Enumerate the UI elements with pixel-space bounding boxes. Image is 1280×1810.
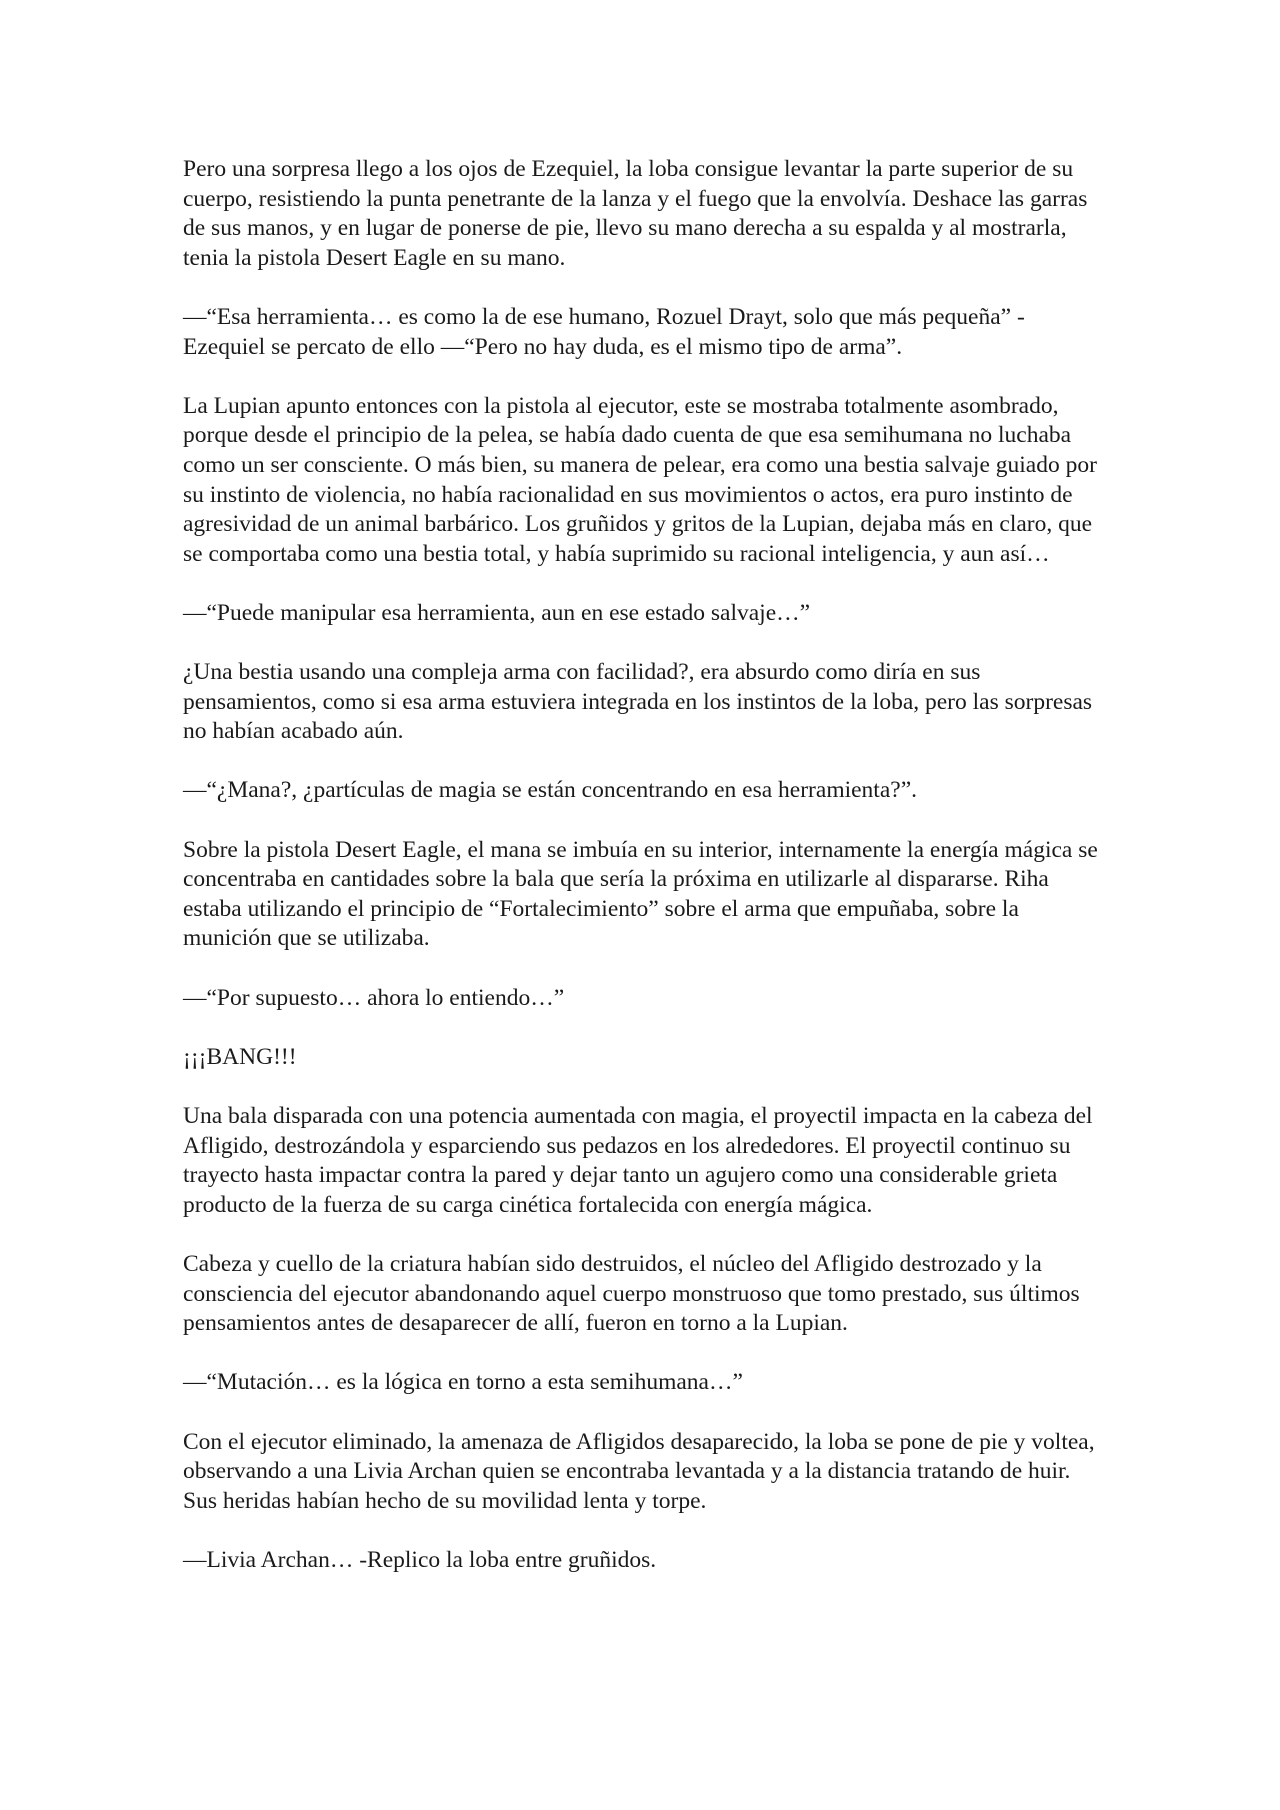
dialogue-paragraph: —“Por supuesto… ahora lo entiendo…” (183, 984, 565, 1011)
dialogue-paragraph: —“Esa herramienta… es como la de ese humano, Rozuel Drayt, solo que más pequeña” -Ezequiel se percato de ello —“Pero no hay duda, es el mismo tipo de arma”. (183, 303, 1025, 360)
dialogue-paragraph: —Livia Archan… -Replico la loba entre gruñidos. (183, 1546, 657, 1573)
paragraph: Pero una sorpresa llego a los ojos de Ezequiel, la loba consigue levantar la parte superior de su cuerpo, resistiendo la punta penetrante de la lanza y el fuego que la envolvía. Deshace las garras de sus manos, y en lugar de ponerse de pie, llevo su mano derecha a su espalda y al mostrarla, tenia la pistola Desert Eagle en su mano. (183, 156, 1088, 271)
paragraph: Sobre la pistola Desert Eagle, el mana se imbuía en su interior, internamente la energía mágica se concentraba en cantidades sobre la bala que sería la próxima en utilizarle al dispararse. Riha estaba utilizando el principio de “Fortalecimiento” sobre el arma que empuñaba, sobre la munición que se utilizaba. (183, 836, 1098, 952)
dialogue-paragraph: —“Puede manipular esa herramienta, aun en ese estado salvaje…” (183, 599, 811, 626)
dialogue-paragraph: —“¿Mana?, ¿partículas de magia se están concentrando en esa herramienta?”. (183, 777, 917, 804)
dialogue-paragraph: —“Mutación… es la lógica en torno a esta semihumana…” (183, 1369, 743, 1396)
paragraph: Cabeza y cuello de la criatura habían sido destruidos, el núcleo del Afligido destrozado y la consciencia del ejecutor abandonando aquel cuerpo monstruoso que tomo prestado, sus últimos pensamientos antes de desaparecer de allí, fueron en torno a la Lupian. (183, 1250, 1080, 1337)
paragraph: La Lupian apunto entonces con la pistola al ejecutor, este se mostraba totalmente asombrado, porque desde el principio de la pelea, se había dado cuenta de que esa semihumana no luchaba como un ser consciente. O más bien, su manera de pelear, era como una bestia salvaje guiado por su instinto de violencia, no había racionalidad en sus movimientos o actos, era puro instinto de agresividad de un animal barbárico. Los gruñidos y gritos de la Lupian, dejaba más en claro, que se comportaba como una bestia total, y había suprimido su racional inteligencia, y aun así… (183, 392, 1097, 567)
sound-effect-paragraph: ¡¡¡BANG!!! (183, 1043, 297, 1070)
paragraph: ¿Una bestia usando una compleja arma con facilidad?, era absurdo como diría en sus pensamientos, como si esa arma estuviera integrada en los instintos de la loba, pero las sorpresas no habían acabado aún. (183, 659, 1093, 745)
paragraph: Una bala disparada con una potencia aumentada con magia, el proyectil impacta en la cabeza del Afligido, destrozándola y esparciendo sus pedazos en los alrededores. El proyectil continuo su trayecto hasta impactar contra la pared y dejar tanto un agujero como una considerable grieta producto de la fuerza de su carga cinética fortalecida con energía mágica. (183, 1103, 1093, 1218)
paragraph: Con el ejecutor eliminado, la amenaza de Afligidos desaparecido, la loba se pone de pie y voltea, observando a una Livia Archan quien se encontraba levantada y a la distancia tratando de huir. Sus heridas habían hecho de su movilidad lenta y torpe. (183, 1428, 1095, 1514)
document-body (183, 155, 1103, 1605)
